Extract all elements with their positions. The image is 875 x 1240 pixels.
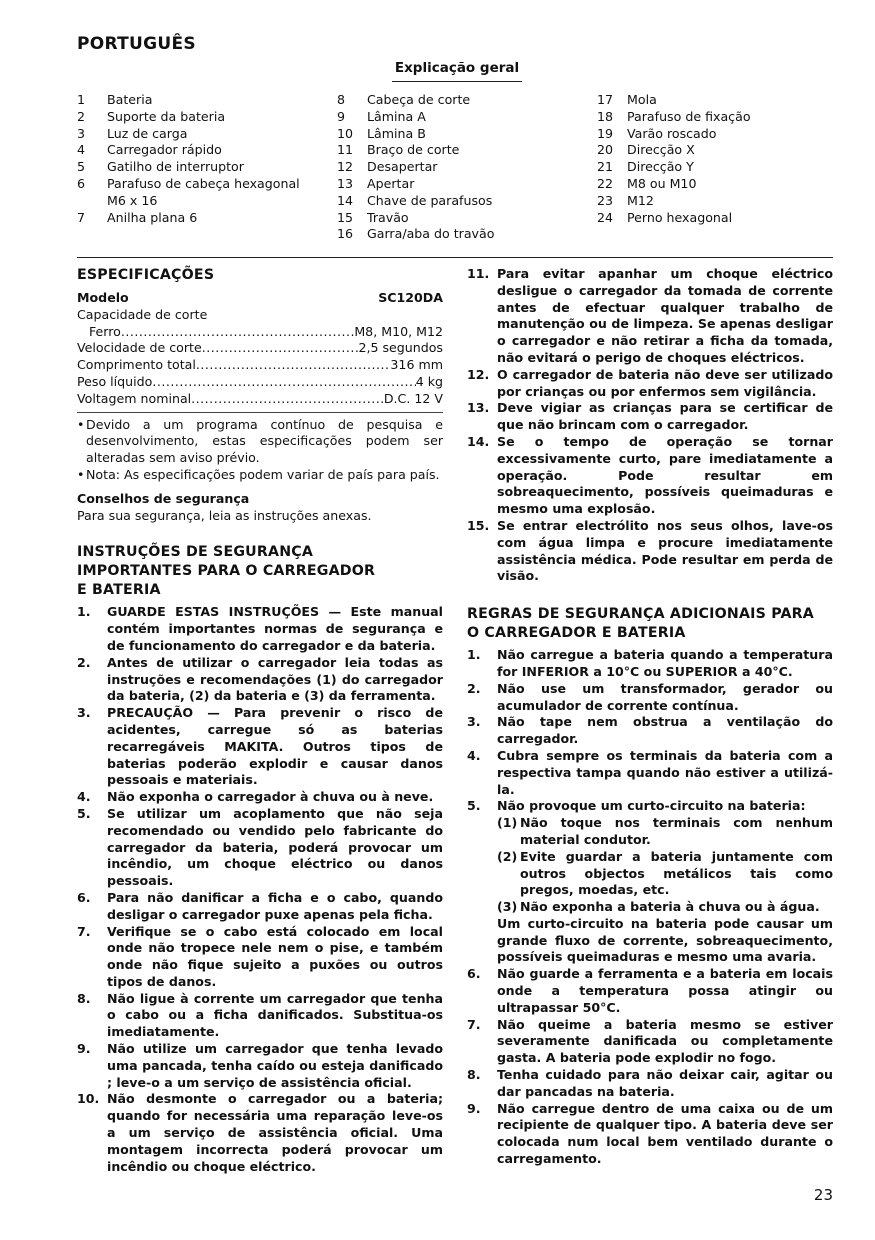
part-label: Perno hexagonal — [627, 209, 733, 225]
heading-line: REGRAS DE SEGURANÇA ADICIONAIS PARA — [467, 606, 814, 623]
spec-row — [77, 391, 443, 408]
heading-line: IMPORTANTES PARA O CARREGADOR — [77, 563, 376, 580]
safety-advice-text: Para sua segurança, leia as instruções anexas. — [77, 507, 372, 523]
part-number: 13 — [337, 175, 354, 191]
item-text: Se entrar electrólito nos seus olhos, lave-os com água limpa e procure imediatamente assistência médica. Pode resultar em perda de visão. — [497, 517, 833, 584]
part-item — [597, 92, 837, 109]
list-item — [467, 798, 833, 815]
part-label: Travão — [367, 209, 409, 225]
spec-value: 4 kg — [415, 373, 443, 389]
spec-divider — [77, 412, 443, 413]
spec-value: M8, M10, M12 — [354, 323, 443, 339]
general-explanation-heading: Explicação geral — [392, 60, 522, 82]
item-text: Para evitar apanhar um choque eléctrico desligue o carregador da tomada de corrente antes de efectuar qualquer trabalho de manutenção ou de limpeza. Se apenas desligar o carregador e não retirar a ficha da tomada, não evitará o perigo de choques eléctricos. — [497, 266, 833, 365]
parts-list-col-2 — [337, 92, 577, 243]
item-text: Não guarde a ferramenta e a bateria em locais onde a temperatura possa atingir ou ultrapassar 50°C. — [497, 966, 833, 1015]
item-text: Não ligue à corrente um carregador que tenha o cabo ou a ficha danificados. Substitua-os imediatamente. — [107, 990, 443, 1040]
part-number: 18 — [597, 108, 614, 124]
item-number: 7. — [77, 923, 91, 939]
part-item — [597, 109, 837, 126]
list-item — [77, 924, 443, 991]
item-text: Se utilizar um acoplamento que não seja recomendado ou vendido pelo fabricante do carregador da bateria, poderá provocar um incêndio, um choque eléctrico ou danos pessoais. — [107, 805, 443, 889]
spec-table — [77, 324, 443, 408]
item-number: 2. — [467, 680, 481, 696]
part-number: 19 — [597, 125, 614, 141]
item-number: 3. — [467, 714, 481, 730]
heading-line: E BATERIA — [77, 582, 161, 599]
leader-dots — [196, 357, 391, 374]
part-item — [337, 92, 577, 109]
item-number: 12. — [467, 366, 490, 382]
part-item — [337, 159, 577, 176]
parts-list-col-1 — [77, 92, 317, 226]
item-text: O carregador de bateria não deve ser utilizado por crianças ou por enfermos sem vigilância. — [497, 366, 833, 399]
bullet-mark: • — [77, 466, 85, 482]
list-item — [77, 655, 443, 705]
part-item — [337, 226, 577, 243]
part-label: Braço de corte — [367, 142, 460, 158]
list-item — [77, 705, 443, 789]
spec-model-value: SC120DA — [378, 290, 443, 305]
heading-line: O CARREGADOR E BATERIA — [467, 625, 686, 642]
leader-dots — [121, 324, 354, 341]
item-number: 2. — [77, 654, 91, 670]
item-text: Se o tempo de operação se tornar excessivamente curto, pare imediatamente a operação. Pode resultar em sobreaquecimento, possíveis queimaduras e mesmo uma explosão. — [497, 433, 833, 517]
leader-dots — [191, 391, 384, 408]
item-text: Não provoque um curto-circuito na bateria: — [497, 798, 806, 814]
part-number: 4 — [77, 142, 86, 158]
item-number: 1. — [77, 604, 91, 620]
item-text: Não carregue a bateria quando a temperatura for INFERIOR a 10°C ou SUPERIOR a 40°C. — [497, 647, 833, 679]
item-text: Não use um transformador, gerador ou acumulador de corrente contínua. — [497, 680, 833, 713]
part-label: Direcção Y — [627, 159, 694, 175]
spec-label: Peso líquido — [77, 373, 153, 389]
sub-item-number: (1) — [497, 815, 518, 831]
list-item — [467, 400, 833, 434]
item-number: 5. — [467, 798, 481, 814]
spec-note — [77, 467, 443, 484]
item-text: Não queime a bateria mesmo se estiver severamente danificada ou completamente gasta. A bateria pode explodir no fogo. — [497, 1016, 833, 1066]
part-label: Direcção X — [627, 142, 695, 158]
list-item — [77, 1091, 443, 1175]
part-label: Desapertar — [367, 159, 438, 175]
instructions-list-part-1 — [77, 604, 443, 1175]
item-number: 14. — [467, 433, 490, 449]
part-item — [337, 126, 577, 143]
item-number: 11. — [467, 266, 490, 281]
item-number: 7. — [467, 1016, 481, 1032]
part-item — [77, 92, 317, 109]
part-number: 23 — [597, 192, 614, 208]
safety-advice-heading: Conselhos de segurança — [77, 490, 250, 506]
part-label: Varão roscado — [627, 125, 717, 141]
part-item — [597, 210, 837, 227]
leader-dots — [202, 340, 359, 357]
part-item — [337, 142, 577, 159]
left-column — [77, 266, 443, 1175]
part-number: 2 — [77, 108, 86, 124]
sub-item-number: (3) — [497, 899, 518, 915]
part-item — [597, 193, 837, 210]
part-label: Anilha plana 6 — [107, 209, 198, 225]
part-number: 12 — [337, 159, 354, 175]
sub-item — [467, 849, 833, 899]
item-number: 10. — [77, 1091, 100, 1107]
item-text: Não carregue dentro de uma caixa ou de um recipiente de qualquer tipo. A bateria deve ser colocada num local bem ventilado durante o carregamento. — [497, 1100, 833, 1167]
part-label: Cabeça de corte — [367, 92, 471, 107]
list-item — [467, 714, 833, 748]
part-label: Apertar — [367, 175, 415, 191]
part-item — [597, 159, 837, 176]
part-number: 6 — [77, 175, 86, 191]
list-item — [77, 806, 443, 890]
part-item — [597, 126, 837, 143]
part-label: M12 — [627, 192, 654, 208]
part-item — [337, 193, 577, 210]
part-number: 17 — [597, 92, 614, 107]
page-number: 23 — [813, 1186, 833, 1204]
part-item — [337, 109, 577, 126]
sub-item-text: Não toque nos terminais com nenhum material condutor. — [520, 815, 833, 847]
part-number: 8 — [337, 92, 346, 107]
specifications-heading: ESPECIFICAÇÕES — [77, 267, 215, 283]
sub-item-text: Evite guardar a bateria juntamente com outros objectos metálicos tais como pregos, moedas, etc. — [520, 848, 833, 898]
spec-model-row — [77, 290, 443, 307]
spec-model-label: Modelo — [77, 290, 129, 305]
list-item — [77, 991, 443, 1041]
part-label: Luz de carga — [107, 125, 188, 141]
additional-rules-list-continued — [467, 966, 833, 1168]
item-number: 4. — [467, 747, 481, 763]
list-item — [467, 681, 833, 715]
item-number: 8. — [467, 1067, 481, 1083]
item-number: 8. — [77, 990, 91, 1006]
list-item — [77, 789, 443, 806]
part-item — [597, 142, 837, 159]
spec-value: 316 mm — [390, 357, 443, 373]
item-text: Deve vigiar as crianças para se certificar de que não brincam com o carregador. — [497, 400, 833, 433]
item-text: Verifique se o cabo está colocado em local onde não tropece nele nem o pise, e também onde não fique sujeito a puxões ou outros tipos de danos. — [107, 923, 443, 989]
list-item — [77, 890, 443, 924]
item-number: 3. — [77, 705, 91, 721]
list-item — [467, 266, 833, 367]
spec-row — [77, 340, 443, 357]
part-label: Lâmina B — [367, 125, 426, 141]
short-circuit-sub-list — [467, 815, 833, 916]
part-item — [77, 210, 317, 227]
bullet-mark: • — [77, 416, 85, 432]
part-item — [77, 126, 317, 143]
heading-line: INSTRUÇÕES DE SEGURANÇA — [77, 544, 314, 561]
spec-capacity-label: Capacidade de corte — [77, 306, 208, 322]
spec-value: D.C. 12 V — [383, 390, 443, 406]
item-text: Não utilize um carregador que tenha levado uma pancada, tenha caído ou esteja danificado ; leve-o a um serviço de assistência oficial. — [107, 1041, 443, 1090]
item-text: GUARDE ESTAS INSTRUÇÕES — Este manual contém importantes normas de segurança e de funcionamento do carregador e da bateria. — [107, 604, 443, 653]
part-item — [337, 176, 577, 193]
item-text: Cubra sempre os terminais da bateria com a respectiva tampa quando não estiver a utilizá-la. — [497, 747, 833, 797]
list-item — [77, 1041, 443, 1091]
item-number: 4. — [77, 789, 91, 805]
item-text: Para não danificar a ficha e o cabo, quando desligar o carregador puxe apenas pela ficha. — [107, 889, 443, 922]
item-text: PRECAUÇÃO — Para prevenir o risco de acidentes, carregue só as baterias recarregáveis MAKITA. Outros tipos de baterias poderão explodir e causar danos pessoais e materiais. — [107, 705, 443, 788]
list-item — [467, 367, 833, 401]
sub-item — [467, 899, 833, 916]
list-item — [467, 966, 833, 1016]
item-number: 13. — [467, 400, 490, 416]
list-item — [77, 604, 443, 654]
part-number: 10 — [337, 125, 354, 141]
part-label: Mola — [627, 92, 657, 107]
item-text: Não desmonte o carregador ou a bateria; quando for necessária uma reparação leve-os a um serviço de assistência oficial. Uma montagem incorrecta poderá provocar um incêndio ou choque eléctrico. — [107, 1091, 443, 1174]
section-divider — [77, 257, 833, 258]
item-number: 6. — [77, 889, 91, 905]
instructions-list-part-2 — [467, 266, 833, 585]
additional-rules-heading — [467, 605, 833, 643]
item-number: 5. — [77, 805, 91, 821]
item-text: Tenha cuidado para não deixar cair, agitar ou dar pancadas na bateria. — [497, 1067, 833, 1099]
part-label: Carregador rápido — [107, 142, 222, 158]
part-label: Chave de parafusos — [367, 192, 493, 208]
part-number: 9 — [337, 108, 346, 124]
spec-row — [77, 357, 443, 374]
part-label: Lâmina A — [367, 108, 426, 124]
part-item — [77, 109, 317, 126]
spec-notes — [77, 417, 443, 484]
spec-label: Comprimento total — [77, 357, 196, 373]
additional-rules-list — [467, 647, 833, 815]
part-item — [597, 176, 837, 193]
item-number: 9. — [77, 1041, 91, 1057]
part-label: Garra/aba do travão — [367, 226, 495, 242]
spec-label: Voltagem nominal — [77, 390, 192, 406]
list-item — [467, 1101, 833, 1168]
list-item — [467, 518, 833, 585]
list-item — [467, 647, 833, 681]
part-number: 16 — [337, 226, 354, 242]
part-number: 15 — [337, 209, 354, 225]
item-text: Não tape nem obstrua a ventilação do carregador. — [497, 714, 833, 747]
item-text: Não exponha o carregador à chuva ou à neve. — [107, 789, 434, 805]
part-number: 22 — [597, 175, 614, 191]
spec-note — [77, 417, 443, 467]
right-column — [467, 266, 833, 1168]
list-item — [467, 748, 833, 798]
part-number: 11 — [337, 142, 354, 158]
spec-row — [77, 324, 443, 341]
part-number: 5 — [77, 159, 86, 175]
part-label: Bateria — [107, 92, 153, 107]
part-label: Gatilho de interruptor — [107, 159, 244, 175]
item-number: 9. — [467, 1100, 481, 1116]
spec-note-text: Nota: As especificações podem variar de país para país. — [86, 466, 440, 482]
part-item — [337, 210, 577, 227]
item-text: Antes de utilizar o carregador leia todas as instruções e recomendações (1) do carregador da bateria, (2) da bateria e (3) da ferramenta. — [107, 654, 443, 704]
leader-dots — [152, 374, 415, 391]
part-item — [77, 176, 317, 210]
part-number: 7 — [77, 209, 86, 225]
part-number: 20 — [597, 142, 614, 158]
part-item — [77, 159, 317, 176]
item-number: 1. — [467, 647, 481, 663]
part-label: Parafuso de cabeça hexagonal M6 x 16 — [107, 175, 300, 208]
list-item — [467, 1017, 833, 1067]
parts-list-col-3 — [597, 92, 837, 226]
part-label: M8 ou M10 — [627, 175, 697, 191]
part-number: 24 — [597, 209, 614, 225]
part-item — [77, 142, 317, 159]
spec-label: Velocidade de corte — [77, 340, 202, 356]
part-label: Parafuso de fixação — [627, 108, 751, 124]
short-circuit-warning: Um curto-circuito na bateria pode causar um grande fluxo de corrente, sobreaquecimento, possíveis queimaduras e mesmo uma avaria. — [497, 915, 833, 965]
part-label: Suporte da bateria — [107, 108, 226, 124]
part-number: 3 — [77, 125, 86, 141]
spec-row — [77, 374, 443, 391]
sub-item-text: Não exponha a bateria à chuva ou à água. — [520, 899, 820, 915]
important-instructions-heading — [77, 543, 443, 600]
spec-value: 2,5 segundos — [358, 340, 443, 356]
item-number: 15. — [467, 517, 490, 533]
list-item — [467, 1067, 833, 1101]
spec-label: Ferro — [89, 323, 121, 339]
spec-note-text: Devido a um programa contínuo de pesquisa e desenvolvimento, estas especificações podem ser alteradas sem aviso prévio. — [86, 416, 443, 466]
list-item — [467, 434, 833, 518]
part-number: 21 — [597, 159, 614, 175]
part-number: 1 — [77, 92, 86, 107]
sub-item — [467, 815, 833, 849]
sub-item-number: (2) — [497, 848, 518, 864]
item-number: 6. — [467, 966, 481, 982]
language-heading: PORTUGUÊS — [77, 34, 196, 54]
part-number: 14 — [337, 192, 354, 208]
